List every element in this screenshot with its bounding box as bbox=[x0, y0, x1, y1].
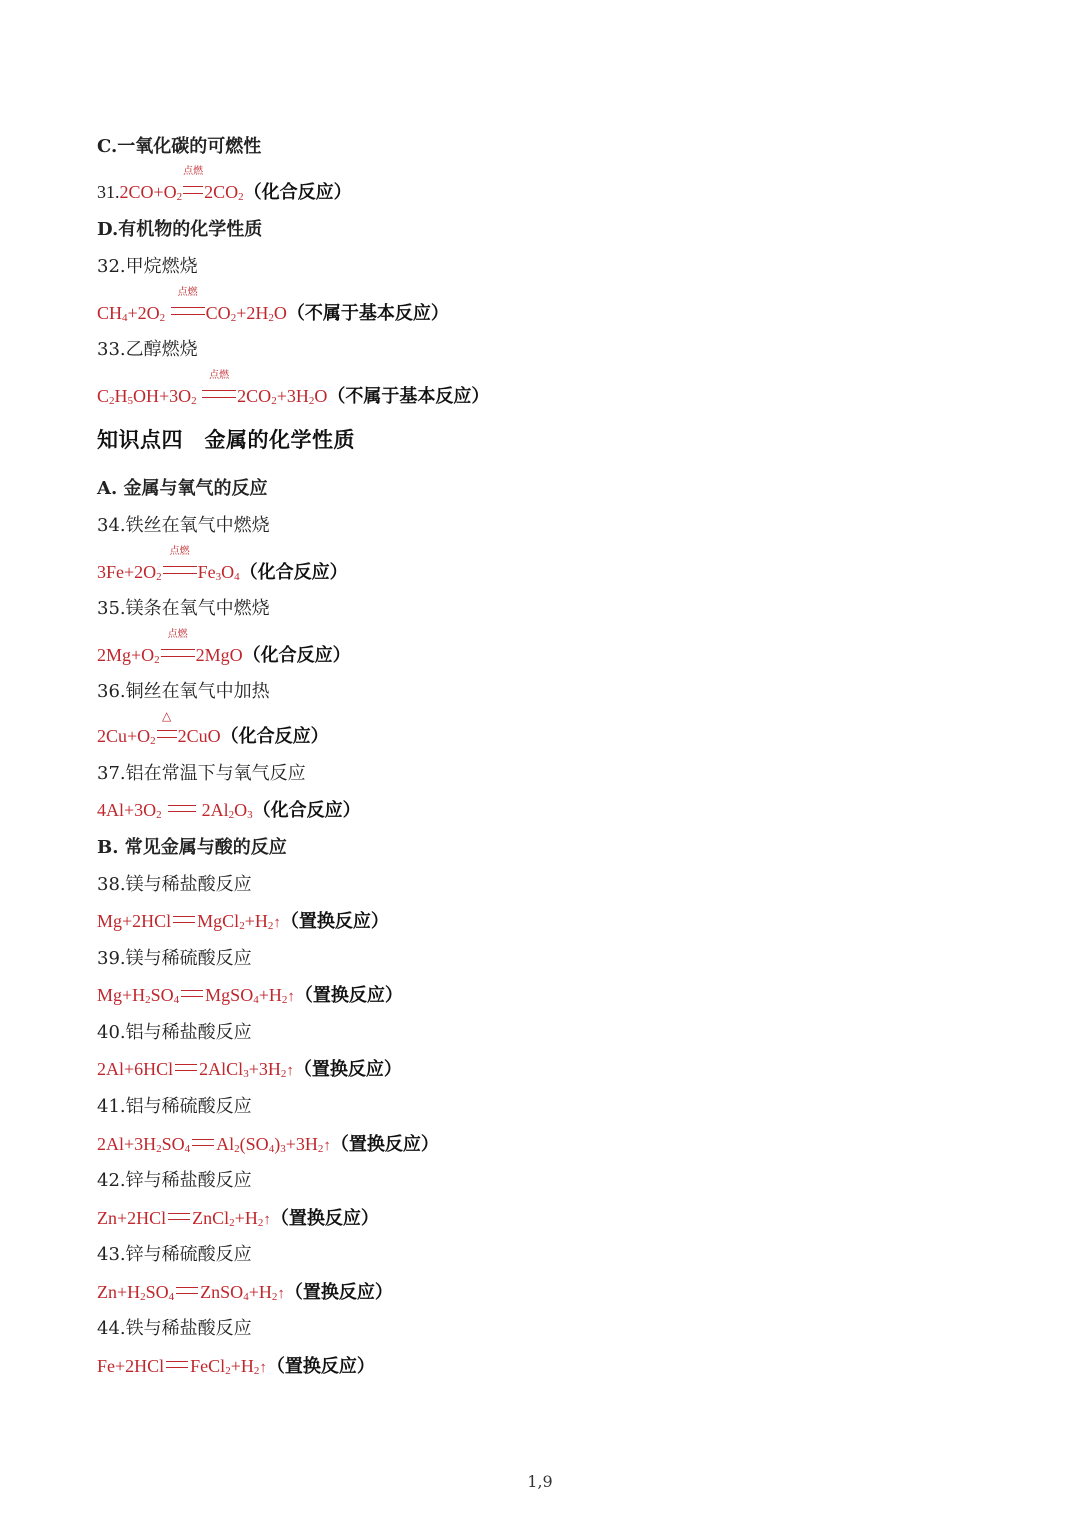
item-title-33: 33.乙醇燃烧 bbox=[97, 339, 198, 360]
reaction-type: （化合反应） bbox=[242, 645, 351, 666]
reaction-type: （化合反应） bbox=[220, 726, 329, 747]
reaction-type: （置换反应） bbox=[294, 985, 403, 1006]
reaction-type: （置换反应） bbox=[330, 1134, 439, 1155]
item-title-32: 32.甲烷燃烧 bbox=[97, 256, 198, 277]
item-title-43: 43.锌与稀硫酸反应 bbox=[97, 1244, 252, 1265]
condition-mark: 点燃 bbox=[183, 182, 203, 203]
equation-31: $31.2CO+O_2$ 点燃 $2CO_2$（化合反应） bbox=[97, 166, 352, 203]
item-title-40: 40.铝与稀盐酸反应 bbox=[97, 1022, 252, 1043]
item-title-39: 39.镁与稀硫酸反应 bbox=[97, 948, 252, 969]
reaction-type: （置换反应） bbox=[280, 911, 389, 932]
reaction-type: （化合反应） bbox=[239, 562, 348, 583]
equation-43: $Zn+H_2SO_4$ $ZnSO_4+H_2↑$（置换反应） bbox=[97, 1282, 393, 1303]
condition-mark: △ bbox=[157, 726, 177, 747]
condition-mark: 点燃 bbox=[202, 386, 236, 407]
reaction-type: （化合反应） bbox=[252, 800, 361, 821]
equation-39: $Mg+H_2SO_4$ $MgSO_4+H_2↑$（置换反应） bbox=[97, 985, 403, 1006]
reaction-type: （化合反应） bbox=[243, 182, 352, 203]
condition-mark: 点燃 bbox=[171, 303, 205, 324]
reaction-type: （置换反应） bbox=[284, 1282, 393, 1303]
reaction-type: （置换反应） bbox=[266, 1356, 375, 1377]
equation-32: $CH_4+2O_2$ 点燃 $CO_2+2H_2O$（不属于基本反应） bbox=[97, 287, 449, 324]
equation-36: $2Cu+O_2$ △ 2CuO（化合反应） bbox=[97, 709, 329, 747]
equation-33: $C_2H_5OH+3O_2$ 点燃 $2CO_2+3H_2O$（不属于基本反应） bbox=[97, 370, 490, 407]
item-number: 31. bbox=[97, 182, 120, 202]
item-title-44: 44.铁与稀盐酸反应 bbox=[97, 1318, 252, 1339]
equation-40: 2Al+6HCl $2AlCl_3+3H_2↑$（置换反应） bbox=[97, 1059, 402, 1080]
equation-41: $2Al+3H_2SO_4$ $Al_2(SO_4)_3+3H_2↑$（置换反应） bbox=[97, 1134, 439, 1155]
equation-37: $4Al+3O_2$ $2Al_2O_3$（化合反应） bbox=[97, 800, 361, 821]
page-number: 1,9 bbox=[527, 1472, 553, 1491]
subsection-title-c: C.一氧化碳的可燃性 bbox=[97, 136, 262, 157]
subsection-title-b: B. 常见金属与酸的反应 bbox=[97, 837, 287, 858]
item-title-35: 35.镁条在氧气中燃烧 bbox=[97, 598, 270, 619]
condition-mark: 点燃 bbox=[161, 645, 195, 666]
equation-35: $2Mg+O_2$ 点燃 2MgO（化合反应） bbox=[97, 629, 351, 666]
equation-42: Zn+2HCl $ZnCl_2+H_2↑$（置换反应） bbox=[97, 1208, 379, 1229]
reaction-type: （置换反应） bbox=[293, 1059, 402, 1080]
item-title-41: 41.铝与稀硫酸反应 bbox=[97, 1096, 252, 1117]
item-title-36: 36.铜丝在氧气中加热 bbox=[97, 681, 270, 702]
item-title-37: 37.铝在常温下与氧气反应 bbox=[97, 763, 306, 784]
equation-44: Fe+2HCl $FeCl_2+H_2↑$（置换反应） bbox=[97, 1356, 375, 1377]
equation-38: Mg+2HCl $MgCl_2+H_2↑$（置换反应） bbox=[97, 911, 389, 932]
condition-mark: 点燃 bbox=[163, 562, 197, 583]
reaction-type: （不属于基本反应） bbox=[327, 386, 490, 407]
reaction-type: （不属于基本反应） bbox=[286, 303, 449, 324]
subsection-title-a: A. 金属与氧气的反应 bbox=[97, 478, 268, 499]
item-title-38: 38.镁与稀盐酸反应 bbox=[97, 874, 252, 895]
reaction-type: （置换反应） bbox=[270, 1208, 379, 1229]
subsection-title-d: D.有机物的化学性质 bbox=[97, 219, 263, 240]
equation-34: $3Fe+2O_2$ 点燃 $Fe_3O_4$（化合反应） bbox=[97, 546, 348, 583]
section-title-4: 知识点四 金属的化学性质 bbox=[97, 427, 355, 452]
item-title-42: 42.锌与稀盐酸反应 bbox=[97, 1170, 252, 1191]
item-title-34: 34.铁丝在氧气中燃烧 bbox=[97, 515, 270, 536]
